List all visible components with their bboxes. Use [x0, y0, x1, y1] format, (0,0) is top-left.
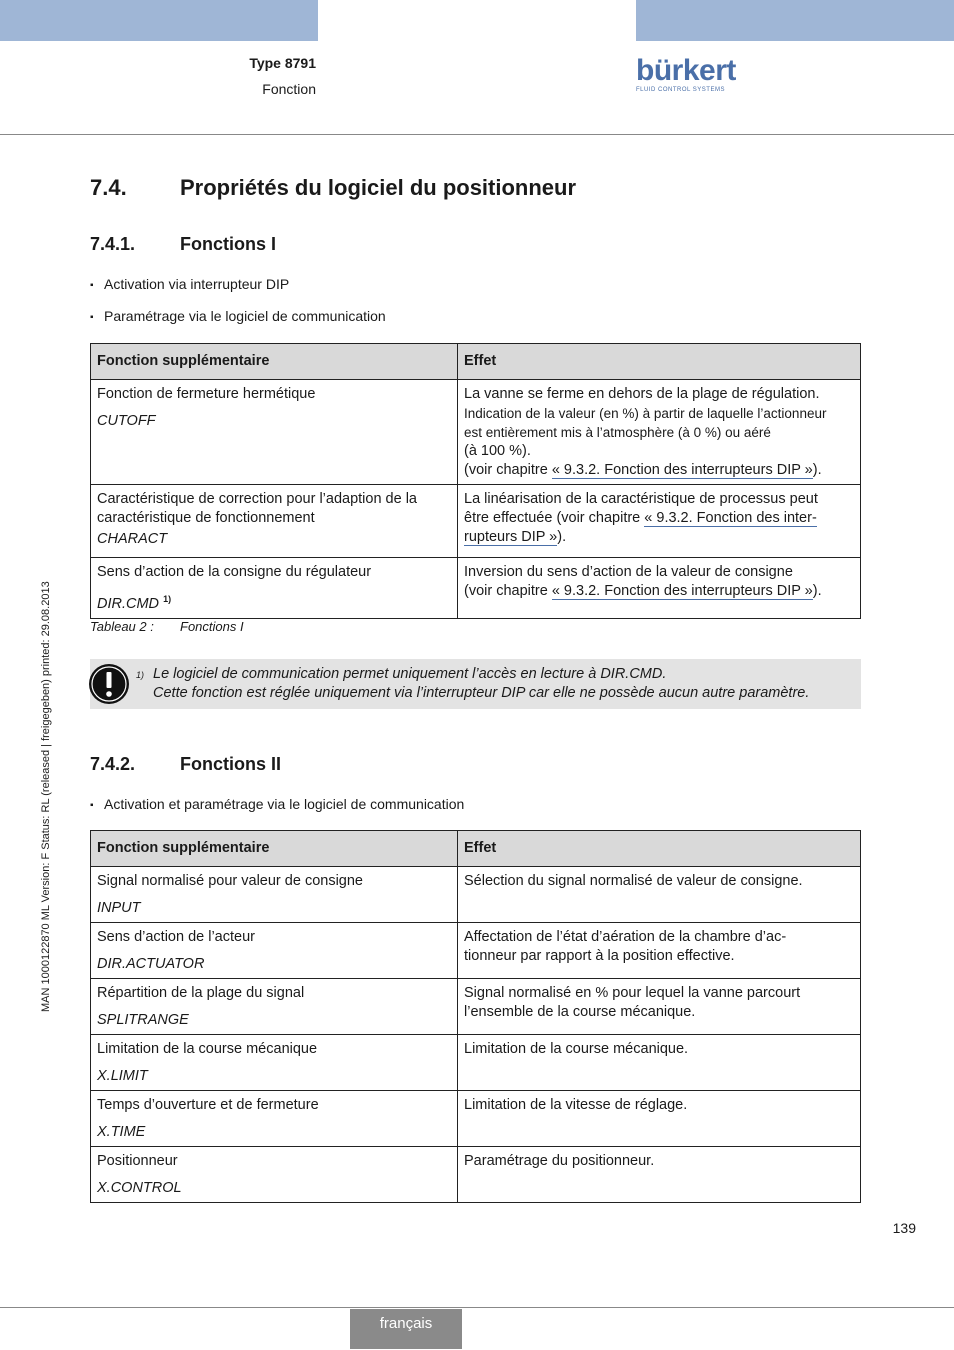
header-cell: Effet	[458, 831, 861, 867]
bullet-item: ▪ Activation et paramétrage via le logiciel de communication	[90, 796, 465, 812]
effect-cell: Limitation de la vitesse de réglage.	[458, 1091, 861, 1147]
function-cell: Sens d’action de l’acteur DIR.ACTUATOR	[91, 923, 458, 979]
bullet-item: ▪ Activation via interrupteur DIP	[90, 276, 290, 292]
header-type: Type 8791	[249, 55, 316, 71]
chapter-link[interactable]: « 9.3.2. Fonction des inter-	[644, 510, 817, 526]
header-cell: Effet	[458, 344, 861, 380]
header-bar-left	[0, 0, 318, 41]
table-row	[91, 923, 861, 979]
effect-cell: Limitation de la course mécanique.	[458, 1035, 861, 1091]
note-text: Le logiciel de communication permet uniquement l’accès en lecture à DIR.CMD. Cette fonction est réglée uniquement via l’interrupteur DIP car elle ne possède aucun autre paramètre.	[153, 666, 810, 701]
effect-cell: Sélection du signal normalisé de valeur de consigne.	[458, 867, 861, 923]
header-cell: Fonction supplémentaire	[91, 831, 458, 867]
effect-cell: La linéarisation de la caractéristique de processus peut être effectuée (voir chapitre « 9.3.2. Fonction des inter- rupteurs DIP »).	[458, 485, 861, 558]
function-cell: Fonction de fermeture hermétique CUTOFF	[91, 380, 458, 485]
subsection-number: 7.4.1.	[90, 234, 136, 254]
language-tab: français	[350, 1309, 462, 1349]
function-cell: Sens d’action de la consigne du régulateur DIR.CMD $^{1)}$	[91, 558, 458, 619]
param-code: DIR.CMD $^{1)}$	[97, 594, 172, 612]
table-header-row	[91, 344, 861, 380]
function-cell: Signal normalisé pour valeur de consigne INPUT	[91, 867, 458, 923]
functions-table-1	[90, 343, 861, 619]
param-code: SPLITRANGE	[97, 1012, 189, 1028]
table-row	[91, 380, 861, 485]
bullet-item: ▪ Paramétrage via le logiciel de communication	[90, 308, 386, 324]
table-row	[91, 485, 861, 558]
effect-cell: La vanne se ferme en dehors de la plage de régulation. Indication de la valeur (en %) à partir de laquelle l’actionneur est entièrement mis à l’atmosphère (à 0 %) ou aéré (à 100 %). (voir chapitre « 9.3.2. Fonction des interrupteurs DIP »).	[458, 380, 861, 485]
page-number: 139	[892, 1220, 916, 1236]
function-cell: Limitation de la course mécanique X.LIMIT	[91, 1035, 458, 1091]
function-cell: Temps d’ouverture et de fermeture X.TIME	[91, 1091, 458, 1147]
param-code: CHARACT	[97, 531, 168, 547]
note-footnote-marker: 1)	[136, 670, 145, 680]
effect-cell: Paramétrage du positionneur.	[458, 1147, 861, 1203]
table-row	[91, 1147, 861, 1203]
subsection-number: 7.4.2.	[90, 754, 136, 774]
section-heading	[90, 175, 576, 201]
footer-divider	[0, 1307, 954, 1308]
function-cell: Caractéristique de correction pour l’adaption de la caractéristique de fonctionnement CHARACT	[91, 485, 458, 558]
table-row	[91, 867, 861, 923]
table-row	[91, 558, 861, 619]
chapter-link[interactable]: « 9.3.2. Fonction des interrupteurs DIP »	[551, 462, 813, 478]
header-section: Fonction	[262, 81, 316, 97]
effect-cell: Inversion du sens d’action de la valeur de consigne (voir chapitre « 9.3.2. Fonction des interrupteurs DIP »).	[458, 558, 861, 619]
section-number: 7.4.	[90, 175, 127, 200]
param-code: DIR.ACTUATOR	[97, 956, 205, 972]
param-code: X.CONTROL	[97, 1180, 182, 1196]
param-code: X.LIMIT	[97, 1068, 148, 1084]
logo-tagline: FLUID CONTROL SYSTEMS	[636, 87, 725, 93]
table-row	[91, 1091, 861, 1147]
functions-table-2	[90, 830, 861, 1203]
logo-wordmark: bürkert	[636, 54, 736, 87]
warning-icon	[88, 662, 132, 711]
chapter-link[interactable]: « 9.3.2. Fonction des interrupteurs DIP »	[551, 583, 813, 599]
table-row	[91, 1035, 861, 1091]
table-caption: Tableau 2 : Fonctions I	[90, 619, 244, 634]
function-cell: Répartition de la plage du signal SPLITRANGE	[91, 979, 458, 1035]
function-cell: Positionneur X.CONTROL	[91, 1147, 458, 1203]
section-title: Propriétés du logiciel du positionneur	[180, 175, 577, 200]
subsection-heading-2	[90, 754, 281, 775]
footnote-marker: 1)	[163, 594, 172, 604]
param-code: X.TIME	[97, 1124, 146, 1140]
burkert-logo	[636, 56, 736, 93]
header-divider	[0, 134, 954, 135]
effect-cell: Signal normalisé en % pour lequel la vanne parcourt l’ensemble de la course mécanique.	[458, 979, 861, 1035]
subsection-title: Fonctions II	[180, 754, 281, 774]
table-row	[91, 979, 861, 1035]
param-code: CUTOFF	[97, 413, 156, 429]
subsection-title: Fonctions I	[180, 234, 276, 254]
param-code: INPUT	[97, 900, 141, 916]
table-header-row	[91, 831, 861, 867]
effect-cell: Affectation de l’état d’aération de la chambre d’ac- tionneur par rapport à la position effective.	[458, 923, 861, 979]
document-side-info: MAN 1000122870 ML Version: F Status: RL (released | freigegeben) printed: 29.08.2013	[40, 581, 52, 1012]
header-bar-right	[636, 0, 954, 41]
header-cell: Fonction supplémentaire	[91, 344, 458, 380]
subsection-heading-1	[90, 234, 276, 255]
chapter-link[interactable]: rupteurs DIP »	[464, 529, 558, 545]
